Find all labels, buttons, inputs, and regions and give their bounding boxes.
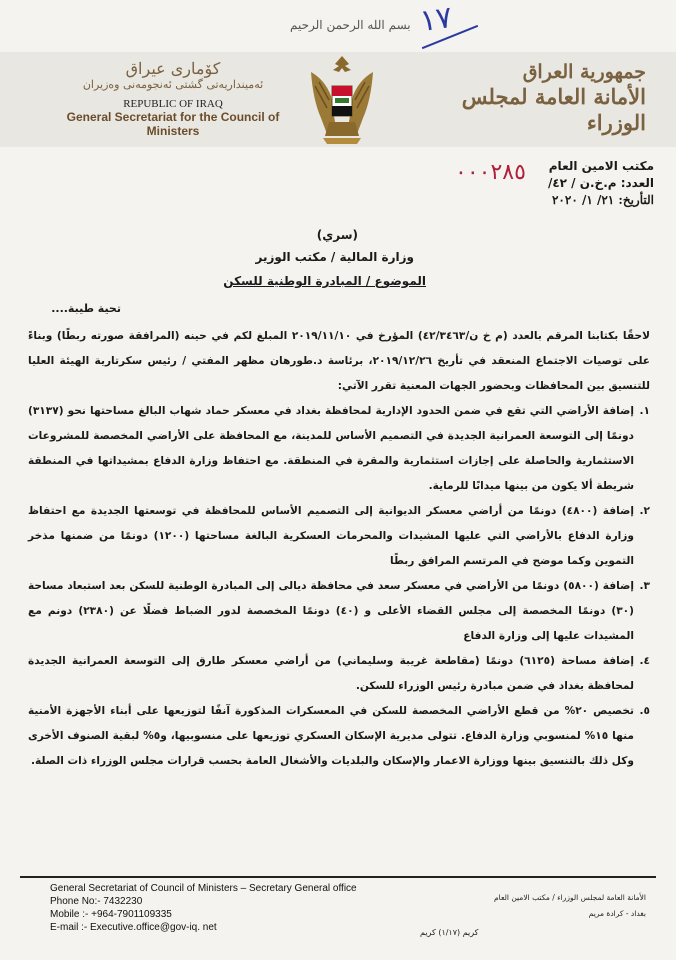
kurdish-subtitle: ئەمینداریەتی گشتی ئەنجومەنی وەزیران	[82, 78, 264, 91]
footer-arabic	[494, 890, 646, 922]
kurdish-title: كۆماری عیراق	[125, 59, 221, 78]
item-text: إضافة (٤٨٠٠) دونمًا من أراضي معسكر الديوانية إلى التصميم الأساس للمحافظة في توسعتها الجديدة مع احتفاظ وزارة الدفاع بالأراضي التي عليها المشيدات والمحرمات العسكرية البالغة مساحتها (١٢٠٠) دونمًا من ضمنها مذخر التموين وكما موضح في المرتسم المرافق ربطًا	[28, 505, 634, 567]
letterhead-right	[436, 60, 646, 136]
list-item	[28, 499, 650, 574]
reference-date: التأريخ: ٢١/ ١/ ٢٠٢٠	[551, 193, 654, 207]
item-number: ٤.	[639, 655, 650, 667]
greeting: تحية طيبة....	[51, 302, 121, 315]
intro-paragraph: لاحقًا بكتابنا المرقم بالعدد (م خ ن/٤٢/٣٤٦٣) المؤرخ في ٢٠١٩/١١/١٠ المبلغ لكم في حينه (المرافقة صورته ربطًا) وبناءً على توصيات الاجتماع المنعقد في تأريخ ٢٠١٩/١٢/٢٦، برئاسة د.طورهان مظهر المفتي / رئيس سكرتارية الهيئة العليا للتنسيق بين المحافظات وبحضور الجهات المعنية تقرر الآتي:	[28, 330, 651, 392]
letter-body	[28, 324, 650, 774]
iraq-eagle-emblem-icon	[305, 52, 379, 148]
footer-office: General Secretariat of Council of Ministers – Secretary General office	[50, 883, 357, 894]
footer-ar-address: بغداد - كرادة مريم	[588, 909, 646, 918]
list-item	[28, 574, 650, 649]
item-number: ٣.	[639, 580, 650, 592]
handwritten-number: ١٧	[417, 0, 455, 40]
list-item	[28, 649, 650, 699]
footer-english	[50, 882, 357, 934]
addressee: وزارة المالية / مكتب الوزير	[255, 250, 414, 264]
item-text: إضافة (٥٨٠٠) دونمًا من الأراضي في معسكر سعد في محافظة ديالى إلى المبادرة الوطنية للسكن بعد استبعاد مساحة (٣٠) دونمًا المخصصة إلى مجلس القضاء الأعلى و (٤٠) دونمًا المخصصة لدور الضباط فضلًا عن (٢٣٨٠) دونم مع المشيدات عليها إلى وزارة الدفاع	[28, 580, 634, 642]
footer-phone: Phone No:- 7432230	[50, 896, 143, 907]
serial-stamp: ٠٠٠٢٨٥	[455, 160, 526, 185]
item-number: ٥.	[639, 705, 650, 717]
letterhead-left	[48, 60, 298, 138]
reference-block	[548, 158, 654, 209]
footer-email: E-mail :- Executive.office@gov-iq. net	[50, 922, 217, 933]
item-text: إضافة مساحة (٦١٢٥) دونمًا (مقاطعة غريبة وسليماني) من أراضي معسكر طارق إلى التوسعة العمرانية الجديدة لمحافظة بغداد في ضمن مبادرة رئيس الوزراء للسكن.	[28, 655, 634, 692]
item-number: ٢.	[639, 505, 650, 517]
list-item	[28, 699, 650, 774]
list-item	[28, 399, 650, 499]
english-republic: REPUBLIC OF IRAQ	[123, 98, 223, 110]
subject-line: الموضوع / المبادرة الوطنية للسكن	[223, 274, 426, 288]
footer-mobile: Mobile :- +964-7901109335	[50, 909, 172, 920]
english-secretariat: General Secretariat for the Council of Ministers	[66, 110, 280, 138]
arabic-republic: جمهورية العراق	[522, 61, 646, 83]
footer-divider	[20, 876, 656, 878]
item-number: ١.	[639, 405, 650, 417]
office-label: مكتب الامين العام	[548, 159, 654, 173]
reference-number: العدد: م.خ.ن / ٤٢/	[547, 176, 654, 190]
classification-label: (سري)	[316, 228, 358, 242]
basmala: بسم الله الرحمن الرحيم	[290, 18, 411, 32]
footer-ar-office: الأمانة العامة لمجلس الوزراء / مكتب الامين العام	[494, 893, 646, 902]
item-text: تخصيص ٢٠% من قطع الأراضي المخصصة للسكن في المعسكرات المذكورة آنفًا لتوزيعها على أبناء الأجهزة الأمنية منها ١٥% لمنسوبي وزارة الدفاع. تتولى مديرية الإسكان العسكري توزيعها على منسوبيها، و٥% لبقية الصنوف الأخرى وكل ذلك بالتنسيق بينها ووزارة الاعمار والإسكان والبلديات والأشغال العامة بحسب قرارات مجلس الوزراء ذات الصلة.	[28, 705, 634, 767]
arabic-secretariat: الأمانة العامة لمجلس الوزراء	[461, 84, 646, 135]
item-text: إضافة الأراضي التي تقع في ضمن الحدود الإدارية لمحافظة بغداد في معسكر حماد شهاب البالغ مساحتها نحو (٣١٣٧) دونمًا إلى التوسعة العمرانية الجديدة في التصميم الأساس للمدينة، مع المحافظة على الأراضي المخصصة للمشروعات الاستثمارية والحاصلة على إجازات استثمارية والمقرة في المنطقة. مع احتفاظ وزارة الدفاع بمشيداتها في المنطقة شريطة ألا يكون من بينها ميدانًا للرماية.	[28, 405, 634, 492]
typist-mark: كريم (١/١٧) كريم	[420, 928, 479, 937]
